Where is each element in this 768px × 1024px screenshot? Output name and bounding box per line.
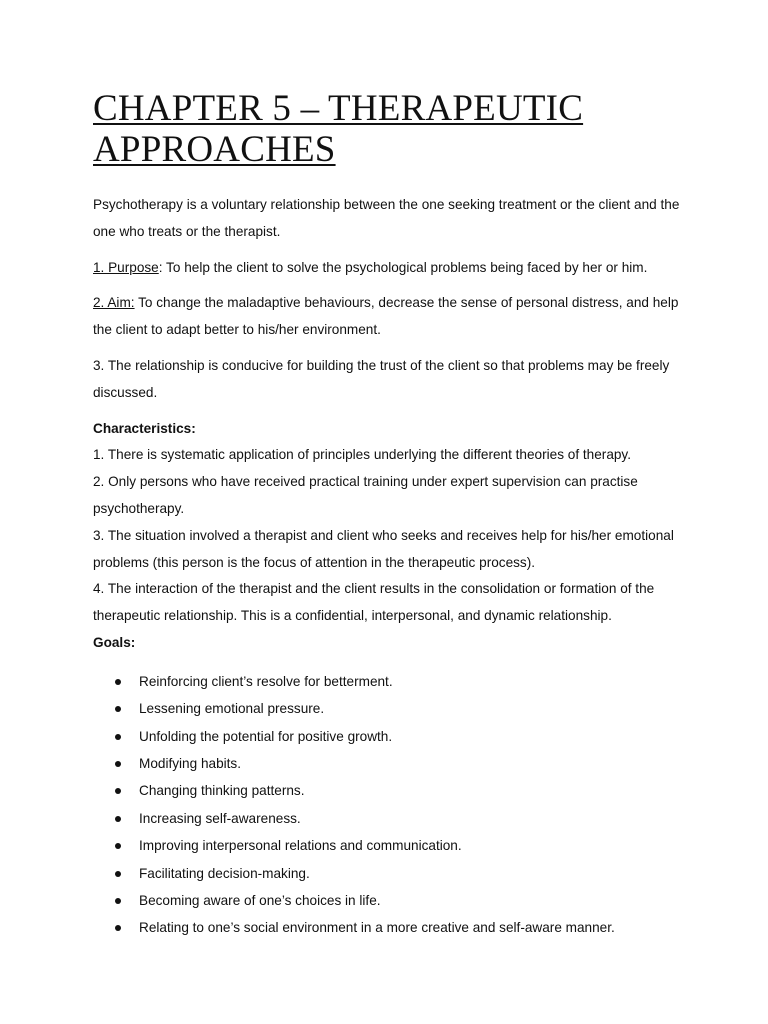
- bullet-icon: [115, 898, 121, 904]
- characteristic-item: 2. Only persons who have received practical training under expert supervision can practise psychotherapy.: [93, 474, 638, 516]
- goal-text: Increasing self-awareness.: [139, 810, 301, 826]
- purpose-colon: :: [158, 259, 163, 275]
- goal-item: [93, 914, 693, 941]
- goal-item: [93, 832, 693, 859]
- purpose-text: To help the client to solve the psychological problems being faced by her or him.: [162, 259, 648, 275]
- characteristic-item: 4. The interaction of the therapist and the client results in the consolidation or formation of the therapeutic relationship. This is a confidential, interpersonal, and dynamic relationship.: [93, 581, 655, 624]
- goal-item: [93, 777, 693, 804]
- goal-text: Reinforcing client’s resolve for betterment.: [139, 673, 393, 689]
- relationship-paragraph: 3. The relationship is conducive for building the trust of the client so that problems may be freely discussed.: [93, 357, 670, 400]
- goal-item: [93, 723, 693, 750]
- aim-text: To change the maladaptive behaviours, decrease the sense of personal distress, and help the client to adapt better to his/her environment.: [93, 295, 679, 338]
- purpose-paragraph: [93, 255, 693, 282]
- bullet-icon: [115, 925, 121, 931]
- bullet-icon: [115, 706, 121, 712]
- goal-text: Modifying habits.: [139, 755, 242, 771]
- aim-paragraph: [93, 290, 693, 344]
- chapter-title: [93, 88, 693, 170]
- characteristic-item: 3. The situation involved a therapist and client who seeks and receives help for his/her emotional problems (this person is the focus of attention in the therapeutic process).: [93, 527, 674, 570]
- characteristic-item: 1. There is systematic application of principles underlying the different theories of therapy.: [93, 447, 632, 463]
- bullet-icon: [115, 871, 121, 877]
- bullet-icon: [115, 788, 121, 794]
- goal-text: Facilitating decision-making.: [139, 865, 310, 881]
- goal-text: Becoming aware of one’s choices in life.: [139, 893, 381, 908]
- goal-item: [93, 860, 693, 887]
- bullet-icon: [115, 761, 121, 767]
- goal-item: [93, 805, 693, 832]
- bullet-icon: [115, 679, 121, 685]
- intro-paragraph: Psychotherapy is a voluntary relationship between the one seeking treatment or the client and the one who treats or the therapist.: [93, 197, 680, 239]
- goal-text: Changing thinking patterns.: [139, 783, 305, 799]
- goals-list: [93, 668, 693, 942]
- bullet-icon: [115, 843, 121, 849]
- goal-text: Unfolding the potential for positive growth.: [139, 728, 393, 744]
- goal-text: Improving interpersonal relations and communication.: [139, 838, 462, 854]
- aim-label: 2. Aim:: [93, 295, 135, 311]
- goal-text: Lessening emotional pressure.: [139, 701, 325, 717]
- document-page: [93, 88, 693, 942]
- chapter-title-line-1: CHAPTER 5 – THERAPEUTIC: [93, 88, 584, 129]
- goals-heading: Goals:: [93, 634, 136, 650]
- goal-item: [93, 695, 693, 722]
- characteristics-section: [93, 416, 693, 657]
- characteristics-heading: Characteristics:: [93, 420, 196, 436]
- goal-item: [93, 668, 693, 695]
- goal-item: [93, 750, 693, 777]
- bullet-icon: [115, 734, 121, 740]
- purpose-label: 1. Purpose: [93, 259, 159, 275]
- chapter-title-line-2: APPROACHES: [93, 129, 336, 170]
- goal-item: [93, 887, 693, 914]
- goal-text: Relating to one’s social environment in a more creative and self-aware manner.: [139, 920, 615, 936]
- bullet-icon: [115, 816, 121, 822]
